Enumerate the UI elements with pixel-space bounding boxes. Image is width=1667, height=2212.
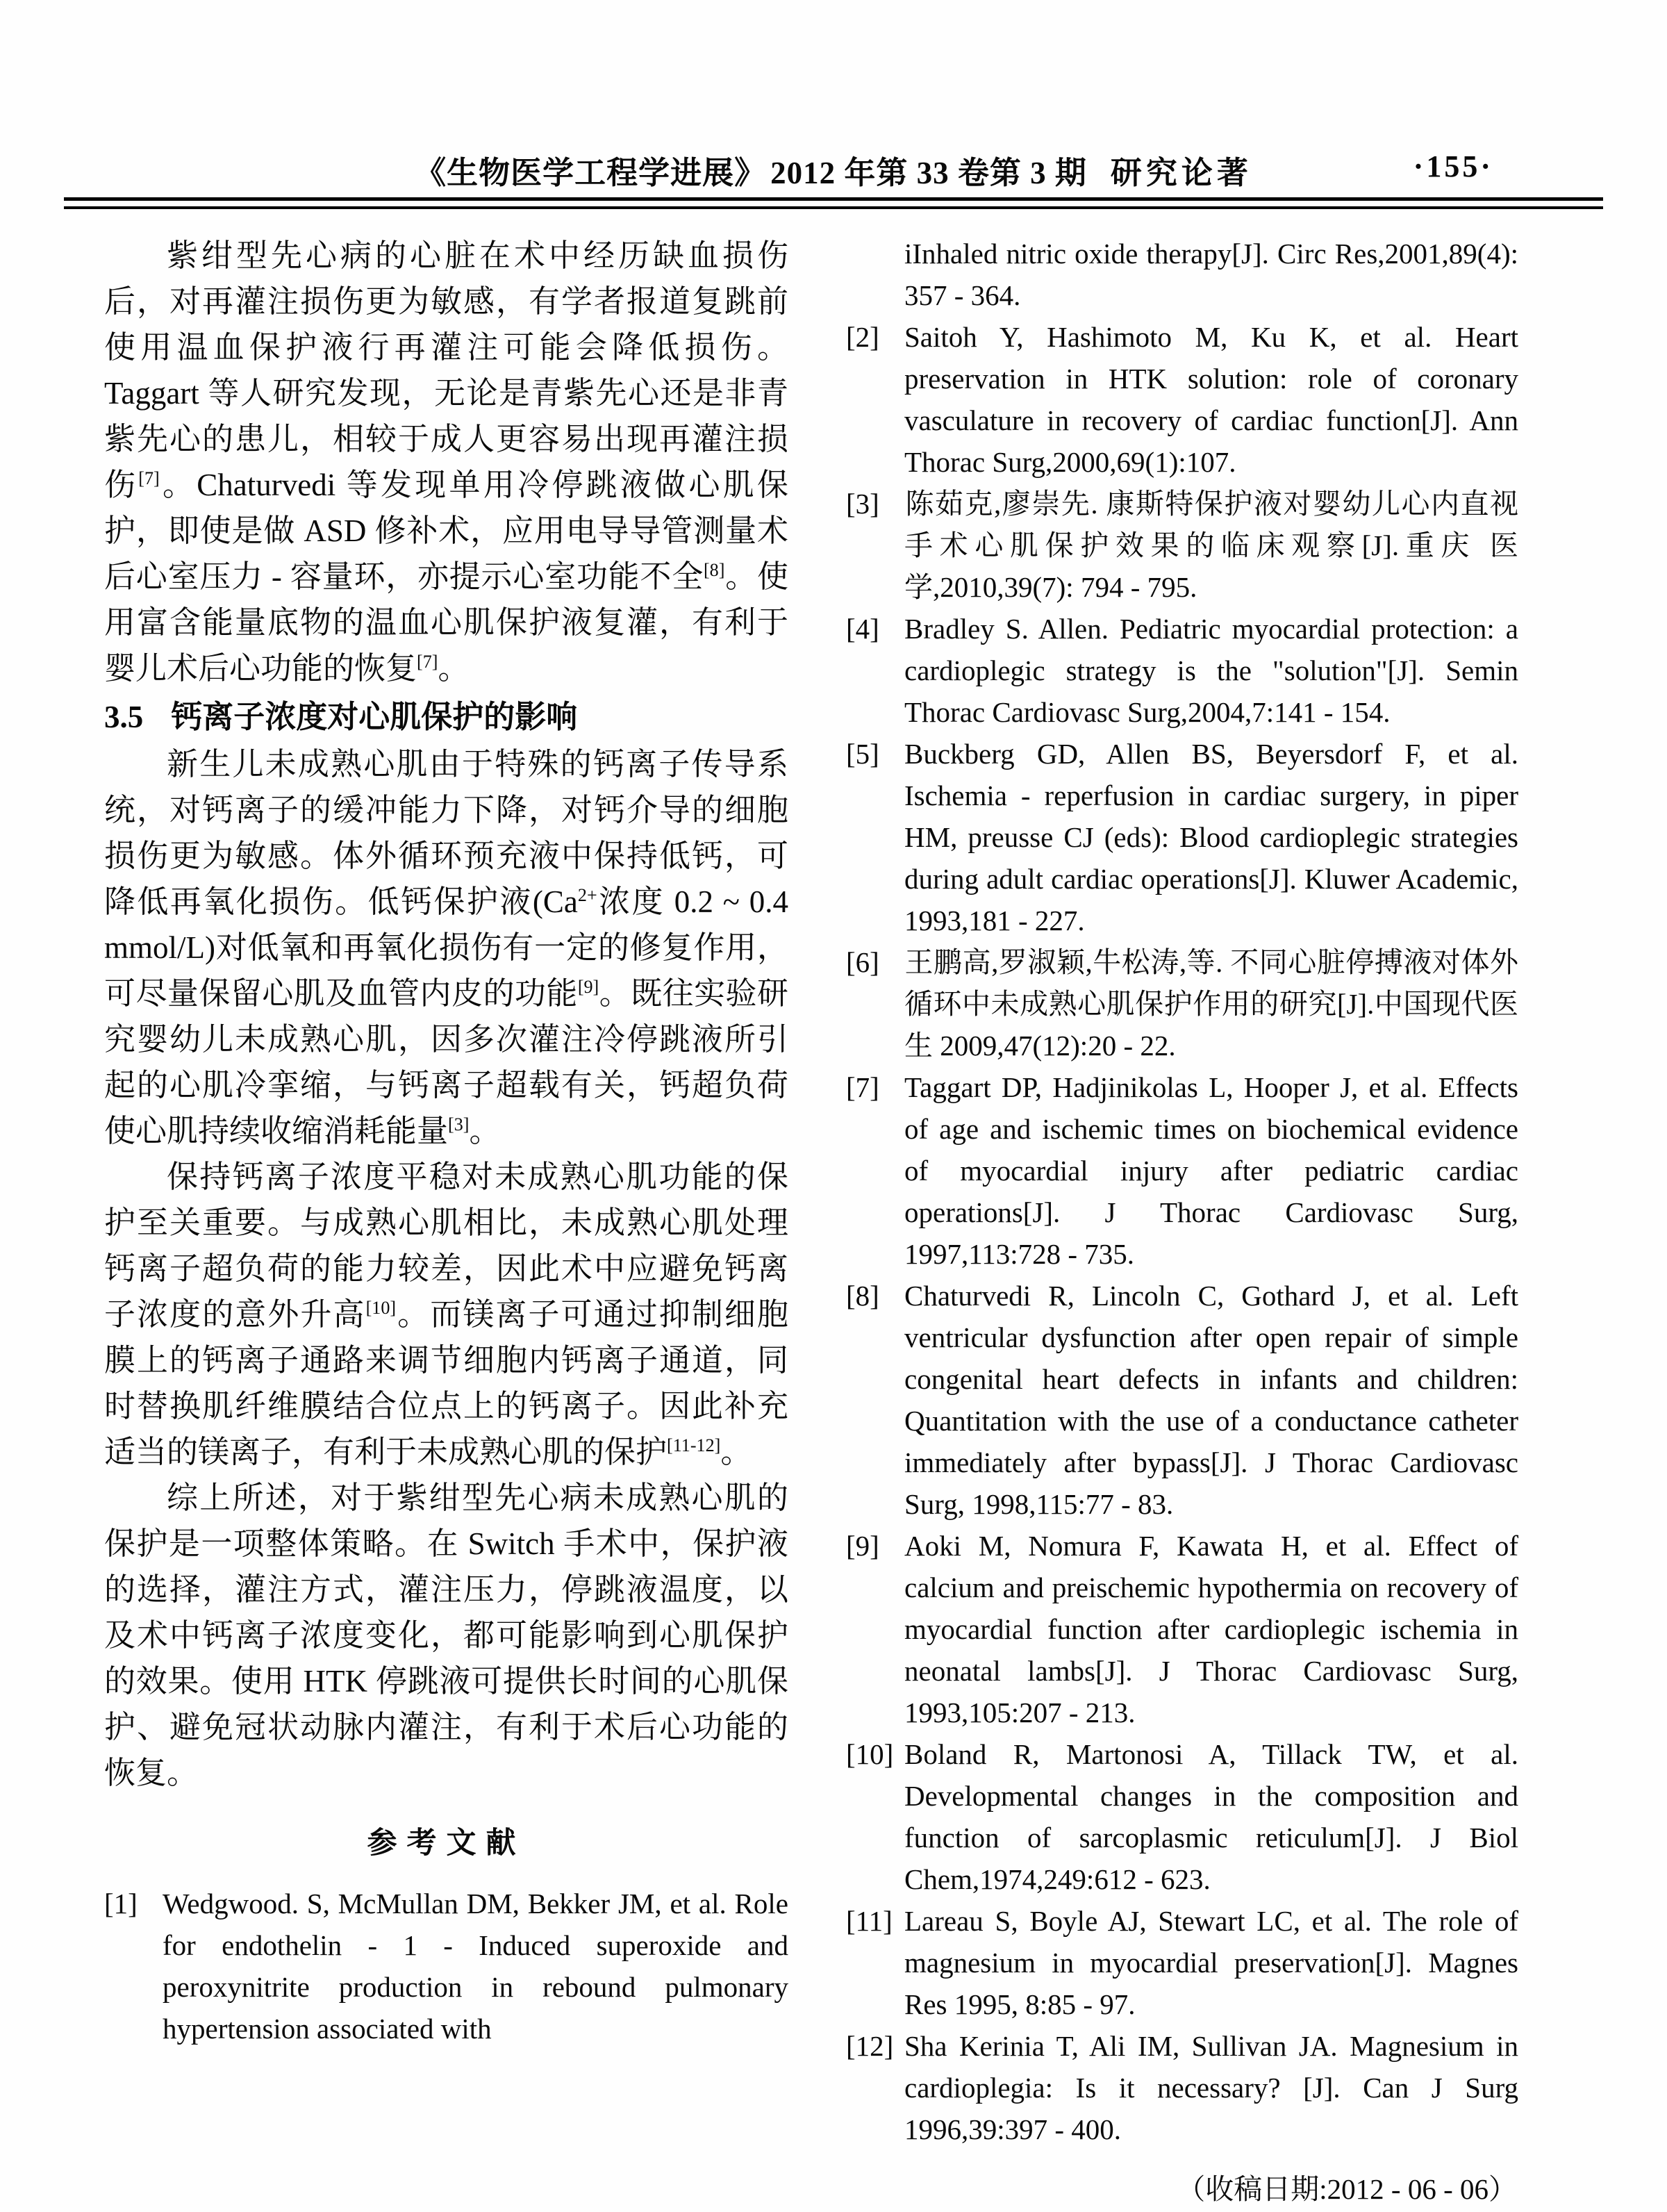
section-title: 钙离子浓度对心肌保护的影响 <box>171 700 578 734</box>
journal-title: 《生物医学工程学进展》 <box>415 156 767 190</box>
reference-text: Bradley S. Allen. Pediatric myocardial protection: a cardioplegic strategy is the "solution"[J]. Semin Thorac Cardiovasc Surg,2004,7:141 - 154. <box>904 613 1518 728</box>
reference-item <box>846 1733 1518 1900</box>
reference-text: Buckberg GD, Allen BS, Beyersdorf F, et al. Ischemia - reperfusion in cardiac surgery, in piper HM, preusse CJ (eds): Blood cardioplegic strategies during adult cardiac operations[J]. Kluwer Academic, 1993,181 - 227. <box>904 738 1518 936</box>
reference-label: [10] <box>846 1738 894 1770</box>
page-header <box>174 147 1493 188</box>
article-type: 研究论著 <box>1110 156 1252 190</box>
reference-item <box>846 483 1518 608</box>
reference-label: [1] <box>104 1888 138 1920</box>
reference-text: 王鹏高,罗淑颖,牛松涛,等. 不同心脏停搏液对体外循环中未成熟心肌保护作用的研究[J].中国现代医生 2009,47(12):20 - 22. <box>904 946 1518 1062</box>
reference-item <box>846 1275 1518 1525</box>
reference-text: Boland R, Martonosi A, Tillack TW, et al. Developmental changes in the composition and function of sarcoplasmic reticulum[J]. J Biol Chem,1974,249:612 - 623. <box>904 1738 1518 1895</box>
section-number: 3.5 <box>104 700 144 734</box>
reference-label: [5] <box>846 738 879 770</box>
reference-item <box>846 316 1518 483</box>
paragraph-conclusion: 综上所述，对于紫绀型先心病未成熟心肌的保护是一项整体策略。在 Switch 手术中，保护液的选择，灌注方式，灌注压力，停跳液温度，以及术中钙离子浓度变化，都可能影响到心肌保护的效果。使用 HTK 停跳液可提供长时间的心肌保护、避免冠状动脉内灌注，有利于术后心功能的恢复。 <box>104 1480 788 1790</box>
paragraph-calcium-stability: 保持钙离子浓度平稳对未成熟心肌功能的保护至关重要。与成熟心肌相比，未成熟心肌处理钙离子超负荷的能力较差，因此术中应避免钙离子浓度的意外升高[10]。而镁离子可通过抑制细胞膜上的钙离子通路来调节细胞内钙离子通道，同时替换肌纤维膜结合位点上的钙离子。因此补充适当的镁离子，有利于未成熟心肌的保护[11-12]。 <box>104 1159 788 1469</box>
reference-item <box>846 941 1518 1066</box>
content-area <box>104 233 1667 2210</box>
reference-item <box>846 1066 1518 1275</box>
reference-label: [8] <box>846 1280 879 1312</box>
reference-item-1 <box>104 1883 788 2049</box>
section-heading-3-5 <box>104 694 788 740</box>
reference-text: Taggart DP, Hadjinikolas L, Hooper J, et al. Effects of age and ischemic times on biochemical evidence of myocardial injury after pediatric cardiac operations[J]. J Thorac Cardiovasc Surg, 1997,113:728 - 735. <box>904 1071 1518 1270</box>
reference-text: Saitoh Y, Hashimoto M, Ku K, et al. Heart preservation in HTK solution: role of coronary vasculature in recovery of cardiac function[J]. Ann Thorac Surg,2000,69(1):107. <box>904 321 1518 478</box>
references-title: 参考文献 <box>367 1827 526 1860</box>
reference-text: Sha Kerinia T, Ali IM, Sullivan JA. Magnesium in cardioplegia: Is it necessary? [J]. Can J Surg 1996,39:397 - 400. <box>904 2030 1518 2145</box>
reference-text: Lareau S, Boyle AJ, Stewart LC, et al. The role of magnesium in myocardial preservation[J]. Magnes Res 1995, 8:85 - 97. <box>904 1905 1518 2020</box>
reference-label: [3] <box>846 488 879 520</box>
issue-info: 2012 年第 33 卷第 3 期 <box>770 156 1087 190</box>
page-number: ·155· <box>1413 149 1493 183</box>
reference-item <box>846 1900 1518 2025</box>
reference-label: [7] <box>846 1071 879 1103</box>
reference-label: [6] <box>846 946 879 978</box>
reference-text: Chaturvedi R, Lincoln C, Gothard J, et al. Left ventricular dysfunction after open repair of simple congenital heart defects in infants and children: Quantitation with the use of a conductance catheter immediately after bypass[J]. J Thorac Cardiovasc Surg, 1998,115:77 - 83. <box>904 1280 1518 1520</box>
reference-label: [9] <box>846 1530 879 1562</box>
reference-1-continuation: iInhaled nitric oxide therapy[J]. Circ Res,2001,89(4): 357 - 364. <box>904 238 1518 311</box>
left-column <box>104 233 788 2210</box>
reference-label: [2] <box>846 321 879 353</box>
paragraph-reperfusion-injury: 紫绀型先心病的心脏在术中经历缺血损伤后，对再灌注损伤更为敏感，有学者报道复跳前使用温血保护液行再灌注可能会降低损伤。Taggart 等人研究发现，无论是青紫先心还是非青紫先心的患儿，相较于成人更容易出现再灌注损伤[7]。Chaturvedi 等发现单用冷停跳液做心肌保护，即使是做 ASD 修补术，应用电导导管测量术后心室压力 - 容量环，亦提示心室功能不全[8]。使用富含能量底物的温血心肌保护液复灌，有利于婴儿术后心功能的恢复[7]。 <box>104 238 788 686</box>
reference-item <box>846 733 1518 941</box>
paragraph-calcium-immature-myocardium: 新生儿未成熟心肌由于特殊的钙离子传导系统，对钙离子的缓冲能力下降，对钙介导的细胞损伤更为敏感。体外循环预充液中保持低钙，可降低再氧化损伤。低钙保护液($Ca^{2+}$浓度 0.2 ~ 0.4 mmol/L)对低氧和再氧化损伤有一定的修复作用，可尽量保留心肌及血管内皮的功能[9]。既往实验研究婴幼儿未成熟心肌，因多次灌注冷停跳液所引起的心肌冷挛缩，与钙离子超载有关，钙超负荷使心肌持续收缩消耗能量[3]。 <box>104 747 788 1148</box>
reference-label: [11] <box>846 1905 893 1937</box>
right-column <box>846 233 1518 2210</box>
reference-text: Aoki M, Nomura F, Kawata H, et al. Effect of calcium and preischemic hypothermia on recovery of myocardial function after cardioplegic ischemia in neonatal lambs[J]. J Thorac Cardiovasc Surg, 1993,105:207 - 213. <box>904 1530 1518 1728</box>
reference-text: Wedgwood. S, McMullan DM, Bekker JM, et al. Role for endothelin - 1 - Induced superoxide and peroxynitrite production in rebound pulmonary hypertension associated with <box>163 1888 788 2045</box>
reference-label: [12] <box>846 2030 894 2062</box>
reference-item <box>846 608 1518 733</box>
reference-text: 陈茹克,廖崇先. 康斯特保护液对婴幼儿心内直视手术心肌保护效果的临床观察[J].重庆 医学,2010,39(7): 794 - 795. <box>904 488 1518 603</box>
reference-label: [4] <box>846 613 879 645</box>
reference-item <box>846 1525 1518 1733</box>
received-date: （收稿日期:2012 - 06 - 06） <box>1177 2173 1517 2205</box>
reference-list <box>846 316 1518 2150</box>
header-rule <box>64 197 1603 209</box>
header-line <box>174 147 1493 192</box>
reference-item <box>846 2025 1518 2150</box>
